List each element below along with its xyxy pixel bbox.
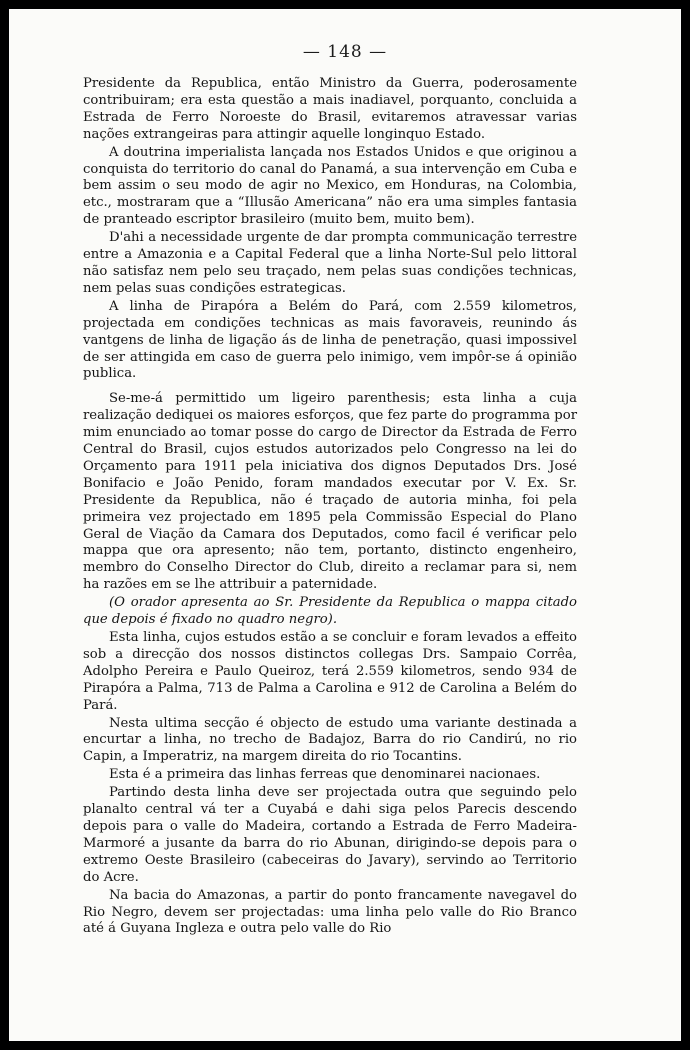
paragraph-2: A doutrina imperialista lançada nos Estados Unidos e que originou a conquista do territorio do canal do Panamá, a sua intervenção em Cuba e bem assim o seu modo de agir no Mexico, em Honduras, na Colombia, etc., mostraram que a “Illusão Americana” não era uma simples fantasia de pranteado escriptor brasileiro (muito bem, muito bem).	[83, 144, 577, 228]
paragraph-6-stage-direction: (O orador apresenta ao Sr. Presidente da Republica o mappa citado que depois é fixado no quadro negro).	[83, 595, 577, 628]
paragraph-1: Presidente da Republica, então Ministro da Guerra, poderosamente contribuiram; era esta questão a mais inadiavel, porquanto, concluida a Estrada de Ferro Noroeste do Brasil, evitaremos atravessar varias nações extrangeiras para attingir aquelle longinquo Estado.	[83, 76, 577, 142]
paragraph-11: Na bacia do Amazonas, a partir do ponto francamente navegavel do Rio Negro, devem ser projectadas: uma linha pelo valle do Rio Branco até á Guyana Ingleza e outra pelo valle do Rio	[83, 887, 577, 937]
page-number: — 148 —	[302, 42, 388, 62]
document-page	[9, 9, 681, 1041]
body-text	[83, 76, 577, 939]
paragraph-5: Se-me-á permittido um ligeiro parenthesis; esta linha a cuja realização dediquei os maiores esforços, que fez parte do programma por mim enunciado ao tomar posse do cargo de Director da Estrada de Ferro Central do Brasil, cujos estudos autorizados pelo Congresso na lei do Orçamento para 1911 pela iniciativa dos dignos Deputados Drs. José Bonifacio e João Penido, foram mandados executar por V. Ex. Sr. Presidente da Republica, não é traçado de autoria minha, foi pela primeira vez projectado em 1895 pela Commissão Especial do Plano Geral de Viação da Camara dos Deputados, como facil é verificar pelo mappa que ora apresento; não tem, portanto, distincto engenheiro, membro do Conselho Director do Club, direito a reclamar para si, nem ha razões em se lhe attribuir a paternidade.	[83, 391, 577, 593]
paragraph-8: Nesta ultima secção é objecto de estudo uma variante destinada a encurtar a linha, no trecho de Badajoz, Barra do rio Candirú, no rio Capin, a Imperatriz, na margem direita do rio Tocantins.	[83, 715, 577, 765]
paragraph-10: Partindo desta linha deve ser projectada outra que seguindo pelo planalto central vá ter a Cuyabá e dahi siga pelos Parecis descendo depois para o valle do Madeira, cortando a Estrada de Ferro Madeira-Marmoré a jusante da barra do rio Abunan, dirigindo-se depois para o extremo Oeste Brasileiro (cabeceiras do Javary), servindo ao Territorio do Acre.	[83, 785, 577, 885]
paragraph-4: A linha de Pirapóra a Belém do Pará, com 2.559 kilometros, projectada em condições technicas as mais favoraveis, reunindo ás vantgens de linha de ligação ás de linha de penetração, quasi impossivel de ser attingida em caso de guerra pelo inimigo, vem impôr-se á opinião publica.	[83, 298, 577, 382]
paragraph-9: Esta é a primeira das linhas ferreas que denominarei nacionaes.	[109, 767, 541, 783]
paragraph-3: D'ahi a necessidade urgente de dar prompta communicação terrestre entre a Amazonia e a Capital Federal que a linha Norte-Sul pelo littoral não satisfaz nem pelo seu traçado, nem pelas suas condições technicas, nem pelas suas condições estrategicas.	[83, 230, 577, 296]
paragraph-7: Esta linha, cujos estudos estão a se concluir e foram levados a effeito sob a direcção dos nossos distinctos collegas Drs. Sampaio Corrêa, Adolpho Pereira e Paulo Queiroz, terá 2.559 kilometros, sendo 934 de Pirapóra a Palma, 713 de Palma a Carolina e 912 de Carolina a Belém do Pará.	[83, 630, 577, 713]
